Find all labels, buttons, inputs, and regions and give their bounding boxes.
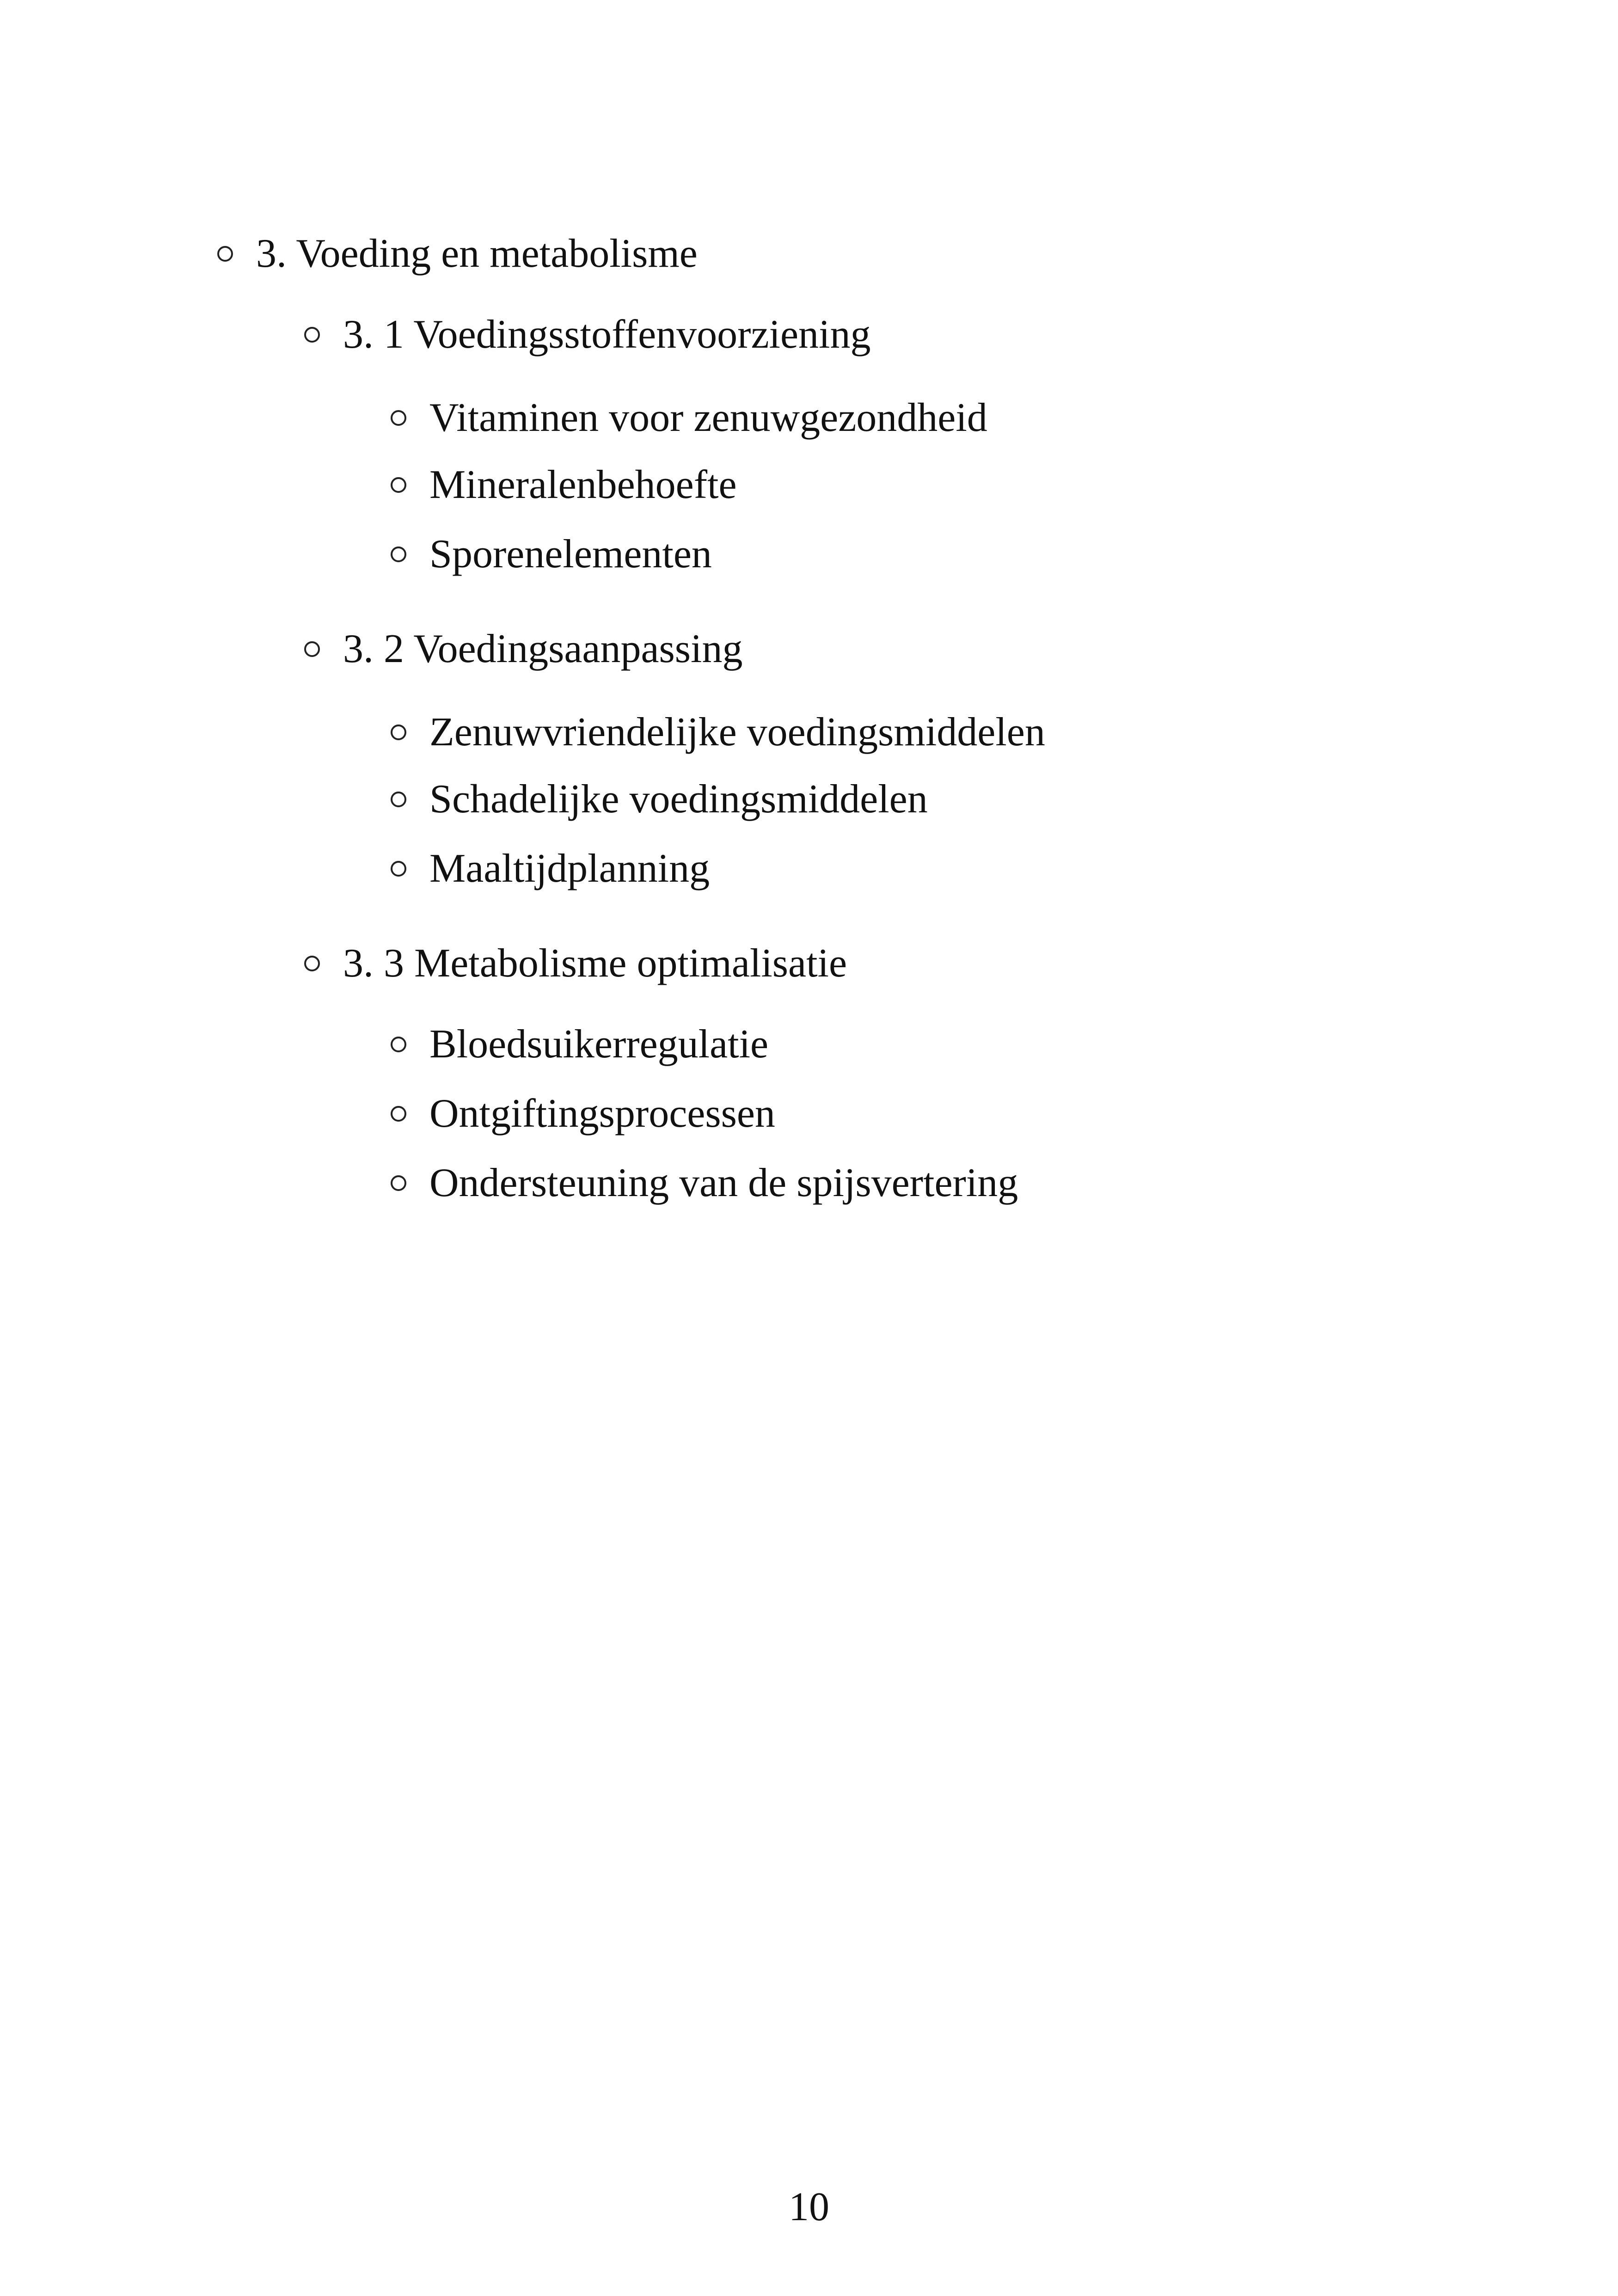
hollow-circle-bullet-icon — [304, 956, 320, 971]
hollow-circle-bullet-icon — [391, 410, 406, 426]
item-label: Bloedsuikerregulatie — [429, 1022, 769, 1067]
hollow-circle-bullet-icon — [304, 641, 320, 657]
hollow-circle-bullet-icon — [391, 861, 406, 877]
item-label: Schadelijke voedingsmiddelen — [429, 777, 928, 822]
hollow-circle-bullet-icon — [391, 724, 406, 740]
hollow-circle-bullet-icon — [391, 477, 406, 493]
outline-item — [391, 395, 987, 440]
item-label: Sporenelementen — [429, 532, 712, 577]
section-title: 3. 3 Metabolisme optimalisatie — [343, 941, 847, 986]
section-title: 3. 2 Voedingsaanpassing — [343, 626, 743, 671]
outline-item — [391, 1093, 775, 1134]
item-label: Vitaminen voor zenuwgezondheid — [429, 395, 987, 440]
item-label: Ondersteuning van de spijsvertering — [429, 1160, 1018, 1205]
outline-section — [304, 943, 847, 984]
outline-item — [391, 534, 712, 575]
section-title: 3. 1 Voedingsstoffenvoorziening — [343, 312, 871, 357]
outline-section — [304, 626, 743, 671]
hollow-circle-bullet-icon — [217, 246, 233, 262]
item-label: Ontgiftingsprocessen — [429, 1091, 775, 1136]
chapter-title: 3. Voeding en metabolisme — [256, 231, 698, 276]
outline-item — [391, 462, 737, 507]
hollow-circle-bullet-icon — [391, 1106, 406, 1122]
hollow-circle-bullet-icon — [391, 546, 406, 562]
outline-chapter — [217, 233, 698, 274]
outline-item — [391, 848, 710, 889]
page-number: 10 — [789, 2185, 829, 2229]
hollow-circle-bullet-icon — [391, 1175, 406, 1191]
item-label: Zenuwvriendelijke voedingsmiddelen — [429, 710, 1045, 755]
item-label: Mineralenbehoefte — [429, 462, 737, 507]
outline-item — [391, 1024, 768, 1065]
hollow-circle-bullet-icon — [391, 1037, 406, 1052]
outline-item — [391, 779, 928, 820]
outline-item — [391, 1160, 1018, 1205]
hollow-circle-bullet-icon — [391, 792, 406, 807]
hollow-circle-bullet-icon — [304, 327, 320, 343]
outline-item — [391, 712, 1045, 753]
outline-section — [304, 314, 870, 355]
item-label: Maaltijdplanning — [429, 846, 710, 891]
